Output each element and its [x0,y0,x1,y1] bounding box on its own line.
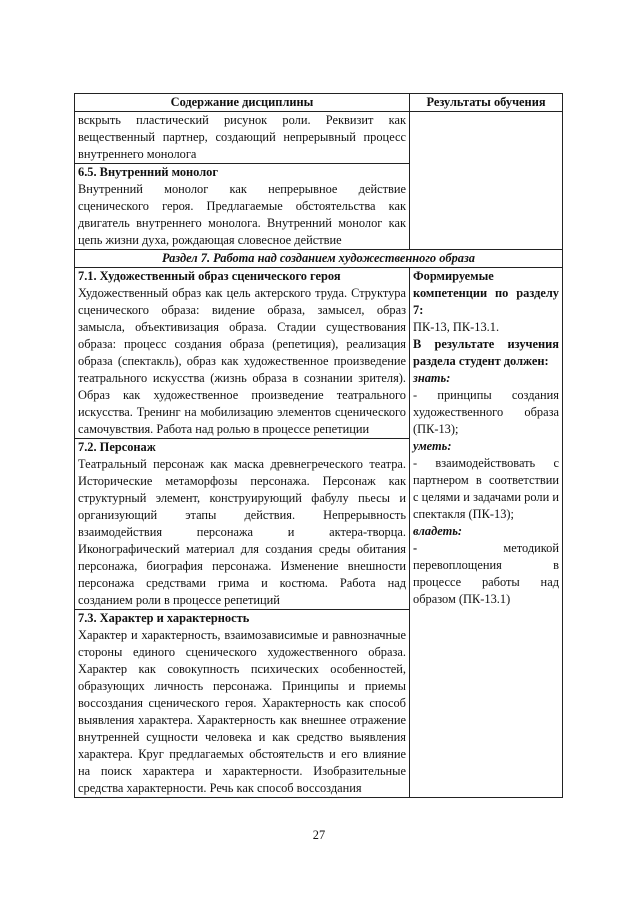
can-text: - взаимодействовать с партнером в соответствии с целями и задачами роли и спектакля (ПК-13); [413,456,559,521]
content-column-header: Содержание дисциплины [75,94,410,112]
can-label: уметь: [413,439,452,453]
discipline-table [74,93,563,798]
section-7-title: Раздел 7. Работа над созданием художественного образа [75,250,563,268]
own-label: владеть: [413,524,462,538]
know-label: знать: [413,371,451,385]
topic-7-3-title: 7.3. Характер и характерность [78,611,250,625]
table-row [75,112,563,164]
empty-results-cell [410,112,563,250]
page-number: 27 [312,828,326,842]
own-text: методикой перевоплощения в процессе работы над образом (ПК-13.1) [413,541,559,606]
topic-7-1-text: Художественный образ как цель актерского труда. Структура сценического образа: видение образа, замысел, образ замысла, объективизация образа. Стадии существования образа: процесс создания образа (репетиция), реализация образа (спектакль), образ как художественное произведение театрального искусства (жизнь образа в сознании зрителя). Образ как художественное произведение театрального искусства. Тренинг на мобилизацию элементов сценического самочувствия. Работа над ролью в процессе репетиции [78,286,406,436]
topic-7-3-cell [75,610,410,798]
know-text: - принципы создания художественного образа (ПК-13); [413,388,559,436]
continuation-text: вскрыть пластический рисунок роли. Реквизит как вещественный партнер, создающий непрерывный процесс внутреннего монолога [75,112,410,164]
results-column-header: Результаты обучения [410,94,563,112]
table-header-row [75,94,563,112]
topic-7-2-cell [75,439,410,610]
topic-7-1-cell [75,268,410,439]
table-row [75,268,563,439]
topic-6-5-title: 6.5. Внутренний монолог [78,165,218,179]
own-dash: - [413,541,418,555]
own-item [413,540,559,608]
section-row [75,250,563,268]
topic-6-5-cell [75,164,410,250]
topic-7-3-text: Характер и характерность, взаимозависимые и равнозначные стороны единого сценического художественного образа. Характер как совокупность психических особенностей, образующих личность персонажа. Принципы и приемы воссоздания сценического героя. Характерность как способ выявления характера. Характерность как внешнее отражение внутренней сущности человека и как средство выявления характера. Круг предлагаемых обстоятельств и его влияние на поиск характера и характерности. Изобразительные средства характерности. Речь как способ воссоздания [78,628,406,795]
study-result-text: В результате изучения раздела студент должен: [413,337,559,368]
topic-7-2-title: 7.2. Персонаж [78,440,156,454]
topic-7-2-text: Театральный персонаж как маска древнегреческого театра. Исторические метаморфозы персонажа. Персонаж как структурный элемент, конструирующий фабулу пьесы и организующий этапы действия. Непрерывность взаимодействия персонажа и актера-творца. Иконографический материал для создания среды обитания персонажа, биография персонажа. Изменение внешности персонажа средствами грима и костюма. Работа над созданием роли в процессе репетиций [78,457,406,607]
topic-7-1-title: 7.1. Художественный образ сценического героя [78,269,341,283]
competences-label: Формируемые компетенции по разделу 7: [413,269,559,317]
competences-codes: ПК-13, ПК-13.1. [413,320,500,334]
topic-6-5-text: Внутренний монолог как непрерывное действие сценического героя. Предлагаемые обстоятельства как двигатель внутреннего монолога. Внутренний монолог как цепь жизни духа, рождающая словесное действие [78,182,406,247]
learning-results-cell [410,268,563,798]
